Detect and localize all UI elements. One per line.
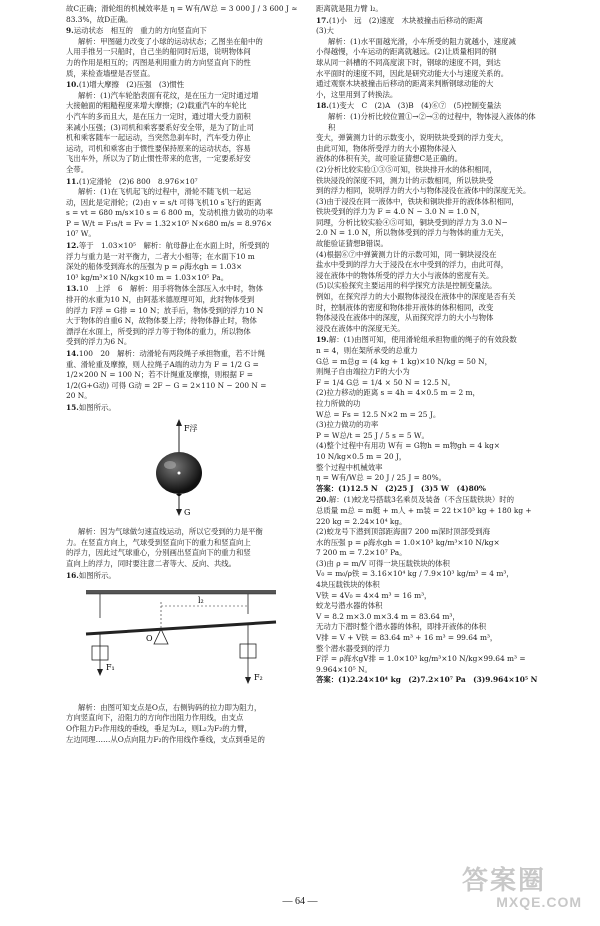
q12 xyxy=(66,241,308,283)
q17-analysis-line: 小得越慢，小车运动的距离就越远。(2)让质量相同的钢 xyxy=(316,47,497,57)
q18-analysis-line: 到的浮力相同，说明浮力的大小与物体浸没在液体中的深度无关。 xyxy=(316,186,531,196)
q10-analysis-line: 解析：(1)汽车轮胎表面有花纹，是在压力一定时通过增 xyxy=(78,90,259,100)
q18-analysis-line: 浸没在液体中的深度无关。 xyxy=(316,323,405,333)
q17-analysis-line: 小，这里用到了转换法。 xyxy=(316,89,398,99)
q16-number: 16. xyxy=(66,570,79,580)
q19-number: 19. xyxy=(316,335,329,345)
q18 xyxy=(316,101,542,334)
q18-analysis-line: 同理，分析比较实验④⑤可知，铜块受到的浮力为 3.0 N− xyxy=(316,217,508,227)
q14 xyxy=(66,349,308,402)
ceiling-bar xyxy=(86,590,276,594)
page-number: — 64 — xyxy=(282,896,318,907)
q17-analysis-line: 球从同一斜槽的不同高度滚下时，钢球的速度不同，到达 xyxy=(316,57,501,67)
q20-line: 4块压载铁块的体积 xyxy=(316,580,380,590)
q14-analysis-line: 1/2×200 N = 100 N；若不计绳重及摩擦，则根据 F = xyxy=(66,370,253,380)
q19-final-answer: 答案：(1)12.5 N (2)25 J (3)5 W (4)80% xyxy=(316,483,486,493)
q15-analysis-line: 的浮力，因此过气球重心，分别画出竖直向下的重力和竖 xyxy=(66,548,251,558)
watermark-url: MXQE.COM xyxy=(496,894,582,910)
q17-number: 17. xyxy=(316,15,329,25)
q19-line: (2)拉力移动的距离 s = 4h = 4×0.5 m = 2 m， xyxy=(316,388,480,398)
q10-analysis-line: 大接触面的粗糙程度来增大摩擦；(2)载重汽车的车轮比 xyxy=(66,101,247,111)
q11-analysis-line: 10⁷ W。 xyxy=(66,229,96,239)
q14-number: 14. xyxy=(66,349,79,358)
q14-analysis-line: 重、滑轮重及摩擦，则人拉绳子A端的动力为 F = 1/2 G = xyxy=(66,359,259,369)
q11-analysis-line: 解析：(1)在飞机起飞的过程中，滑轮不随飞机一起运 xyxy=(78,187,252,197)
q13-analysis-line: 漂浮在水面上，所受到的浮力等于物体的重力，所以物体 xyxy=(66,326,251,336)
q14-analysis-line: 20 N。 xyxy=(66,391,92,401)
q10-analysis-line: 运动，司机和乘客由于惯性要保持原来的运动状态，容易 xyxy=(66,143,251,153)
q10-analysis-line: 飞出车外，所以为了防止惯性带来的危害，一定要系好安 xyxy=(66,154,251,164)
watermark-text: 答案圈 xyxy=(462,865,547,895)
q19 xyxy=(316,335,542,494)
q20-line: 整个潜水器受到的浮力 xyxy=(316,643,390,653)
q19-line: 解：(1)由图可知，使用滑轮组承担物重的绳子的有效段数 xyxy=(328,335,517,345)
gravity-label: G xyxy=(184,507,191,517)
q15-analysis-line: 解析：因为气球做匀速直线运动，所以它受到的力是平衡 xyxy=(78,527,263,537)
q18-analysis-line: 浸在液体中的物体所受的浮力大小与液体的密度有关。 xyxy=(316,270,494,280)
q20-line: (2)蛟龙号下潜到顶部距海面7 200 m深时顶部受到海 xyxy=(316,527,491,537)
q16-analysis-line: 左边同理……从O点向阻力F₂的作用线作垂线，支点到垂足的 xyxy=(66,734,265,744)
f2-label: F₂ xyxy=(254,673,263,683)
q18-analysis-line: 物体浸没在液体中的深度，从而探究浮力的大小与物体 xyxy=(316,313,494,323)
q11-answer: (1)定滑轮 (2)6 800 8.976×10⁷ xyxy=(78,176,198,186)
q20-line: 水的压强 p = ρ海水gh = 1.0×10³ kg/m³×10 N/kg× xyxy=(316,537,500,547)
balloon-knot xyxy=(176,494,182,497)
q9-analysis-line: 人用手推另一只船时，自己坐的船同时后退，说明物体间 xyxy=(66,47,251,57)
f1-label: F₁ xyxy=(106,663,115,673)
left-column xyxy=(66,4,308,746)
q19-line: 则绳子自由端拉力F的大小为 xyxy=(316,367,410,377)
q14-analysis-line: 1/2(G+G动) 可得 G动 = 2F − G = 2×110 N − 200 N = xyxy=(66,380,267,390)
q9 xyxy=(66,26,308,79)
q19-line: W总 = Fs = 12.5 N×2 m = 25 J。 xyxy=(316,409,441,419)
q9-answer: 运动状态 相互的 重力的方向竖直向下 xyxy=(73,26,207,36)
q18-analysis-line: 变大，弹簧测力计的示数变小，说明铁块受到的浮力变大， xyxy=(316,133,509,143)
q18-answer: (1)变大 C (2)A (3)B (4)⑥⑦ (5)控制变量法 xyxy=(328,101,502,111)
q19-line: G总 = m总g = (4 kg + 1 kg)×10 N/kg = 50 N， xyxy=(316,356,493,366)
q16-analysis-line: 解析：由图可知支点是O点，右侧钩码的拉力即为阻力， xyxy=(78,702,262,712)
q19-line: η = W有/W总 = 20 J / 25 J = 80%。 xyxy=(316,473,447,483)
fulcrum xyxy=(154,629,168,644)
q16-tail-line: 距离就是阻力臂 l₂。 xyxy=(316,4,383,13)
q16-tail xyxy=(316,4,542,15)
q18-analysis-line: 时，控制液体的密度和物体排开液体的体积相同，改变 xyxy=(316,302,494,312)
q18-analysis-line: 2.0 N = 1.0 N，所以物体受到的浮力与物体的重力无关， xyxy=(316,228,509,238)
l2-label: l₂ xyxy=(198,596,204,606)
fulcrum-label: O xyxy=(146,634,153,644)
q16-answer: 如图所示。 xyxy=(78,570,116,580)
q15 xyxy=(66,403,308,570)
q11-analysis-line: P = W/t = F₁s/t = Fv = 1.32×10⁵ N×680 m/s = 8.976× xyxy=(66,218,273,228)
q10-analysis-line: 全带。 xyxy=(66,164,89,174)
q15-answer: 如图所示。 xyxy=(78,402,116,412)
q8-line: 故C正确；滑轮组的机械效率是 η = W有/W总 = 3 000 J / 3 600 J ≈ xyxy=(66,4,298,13)
q18-analysis-line: 解析：(1)分析比较位置①→②→③的过程中，物体浸入液体的体积 xyxy=(328,111,536,132)
q18-analysis-line: (2)分析比较实验①③⑤可知，铁块排开水的体积相同， xyxy=(316,164,497,174)
q18-analysis-line: 由此可知，物体所受浮力的大小跟物体浸入 xyxy=(316,143,457,153)
q18-analysis-line: (5)以实验探究主要运用的科学探究方法是控制变量法。 xyxy=(316,281,497,291)
q13-analysis-line: 排开的水重为10 N，由阿基米德原理可知，此时物体受到 xyxy=(66,295,255,305)
q17 xyxy=(316,16,542,101)
q20-line: 9.964×10⁵ N。 xyxy=(316,664,372,674)
q15-number: 15. xyxy=(66,402,79,412)
balloon-force-diagram xyxy=(66,417,308,521)
lever-figure xyxy=(66,584,308,700)
q19-line: 10 N/kg×0.5 m = 20 J， xyxy=(316,451,407,461)
lever-diagram xyxy=(66,584,308,696)
q18-number: 18. xyxy=(316,101,329,111)
q19-line: (4)整个过程中有用功 W有 = G物h = m物gh = 4 kg× xyxy=(316,441,501,451)
q17-analysis-line: (3)大 xyxy=(316,26,334,36)
q9-analysis-line: 质，来检查墙壁是否竖直。 xyxy=(66,68,155,78)
q16 xyxy=(66,571,308,746)
q18-analysis-line: 盐水中受到的浮力大于浸没在水中受到的浮力，由此可得， xyxy=(316,260,509,270)
q15-analysis-line: 直向上的浮力，同时要注意二者等大、反向、共线。 xyxy=(66,558,236,568)
q11-number: 11. xyxy=(66,176,79,186)
q12-answer: 等于 1.03×10⁵ xyxy=(78,241,137,251)
balloon-figure xyxy=(66,417,308,525)
q10-answer: (1)增大摩擦 (2)压强 (3)惯性 xyxy=(78,80,185,90)
q13 xyxy=(66,284,308,348)
q19-line: F = 1/4 G总 = 1/4 × 50 N = 12.5 N。 xyxy=(316,377,456,387)
q20-line: V铁 = 4V₀ = 4×4 m³ = 16 m³， xyxy=(316,590,432,600)
q19-line: 拉力所做的功 xyxy=(316,398,361,408)
q19-line: 整个过程中机械效率 xyxy=(316,462,383,472)
q13-analysis-line: 的浮力 F浮 = G排 = 10 N；放手后，物体受到的浮力10 N xyxy=(66,305,264,315)
q12-analysis-line: 10³ kg/m³×10 N/kg×10 m = 1.03×10⁵ Pa。 xyxy=(66,272,229,282)
balloon-highlight xyxy=(164,461,176,469)
q10 xyxy=(66,80,308,175)
buoyancy-arrowhead xyxy=(176,419,182,426)
q17-analysis-line: 通过观察木块被撞击后移动的距离来判断钢球动能的大 xyxy=(316,79,494,89)
q13-answer: 10 上浮 6 xyxy=(78,284,123,294)
q12-analysis-line: 解析：航母静止在水面上时，所受到的 xyxy=(143,241,270,251)
q18-analysis-line: 液体的体积有关，故可验证猜想C是正确的。 xyxy=(316,154,463,164)
q18-analysis-line: (4)根据⑥⑦中弹簧测力计的示数可知，同一铜块浸没在 xyxy=(316,249,497,259)
q16-analysis-line: O作阻力F₂作用线的垂线，垂足为L₂，则L₂为F₂的力臂， xyxy=(66,723,252,733)
q20-line: 无动力下潜时整个潜水器的体积，即排开液体的体积 xyxy=(316,622,486,632)
q9-number: 9. xyxy=(66,26,74,36)
q20-line: (3)由 ρ = m/V 可得一块压载铁块的体积 xyxy=(316,558,450,568)
gravity-arrowhead xyxy=(176,509,182,516)
q13-analysis-line: 受到的浮力为6 N。 xyxy=(66,337,132,347)
q8-line: 83.3%，故D正确。 xyxy=(66,14,133,24)
q11-analysis-line: 动，因此是定滑轮；(2)由 v = s/t 可得飞机10 s飞行的距离 xyxy=(66,197,262,207)
q20-line: V = 8.2 m×3.0 m×3.4 m = 83.64 m³， xyxy=(316,611,460,621)
watermark-logo xyxy=(462,866,582,920)
q20-line: 220 kg = 2.24×10⁴ kg。 xyxy=(316,516,407,526)
q20-line: V排 = V + V铁 = 83.64 m³ + 16 m³ = 99.64 m³， xyxy=(316,633,498,643)
q18-analysis-line: (3)由于浸没在同一液体中，铁块和铜块排开的液体体积相同， xyxy=(316,196,519,206)
buoyancy-label: F浮 xyxy=(184,423,198,433)
q17-analysis-line: 解析：(1)水平面越光滑，小车所受的阻力就越小，速度减 xyxy=(328,36,516,46)
q13-analysis-line: 大于物体的自重6 N，故物体要上浮；待物体静止时，物体 xyxy=(66,316,257,326)
q9-analysis-line: 力的作用是相互的；丙图是利用重力的方向竖直向下的性 xyxy=(66,57,251,67)
q20-line: F浮 = ρ海水gV排 = 1.0×10³ kg/m³×10 N/kg×99.64 m³ = xyxy=(316,654,526,664)
q16-analysis-line: 方向竖直向下，沿阻力的方向作出阻力作用线，由支点 xyxy=(66,713,244,723)
f1-arrowhead xyxy=(97,669,103,676)
q20-line: 总质量 m总 = m艇 + m人 + m装 = 22 t×10³ kg + 180 kg + xyxy=(316,505,532,515)
f2-arrowhead xyxy=(245,677,251,684)
q20-line: 蛟龙号潜水器的体积 xyxy=(316,601,383,611)
q12-analysis-line: 深处的船体受到海水的压强为 p = ρ海水gh = 1.03× xyxy=(66,262,243,272)
q10-analysis-line: 来减小压强；(3)司机和乘客要系好安全带，是为了防止司 xyxy=(66,122,254,132)
q17-analysis-line: 水平面时的速度不同，因此是研究动能大小与速度关系的。 xyxy=(316,68,509,78)
right-column xyxy=(316,4,542,687)
q18-analysis-line: 故能验证猜想B错误。 xyxy=(316,239,388,249)
q19-line: (3)拉力做功的功率 xyxy=(316,420,379,430)
q9-analysis-line: 解析：甲图磁力改变了小球的运动状态；乙图坐在船中的 xyxy=(78,36,263,46)
q18-analysis-line: 例如，在探究浮力的大小跟物体浸没在液体中的深度是否有关 xyxy=(316,292,516,302)
q20-line: V₀ = m₀/ρ铁 = 3.16×10⁴ kg / 7.9×10³ kg/m³ = 4 m³， xyxy=(316,569,514,579)
q13-number: 13. xyxy=(66,284,79,294)
q12-number: 12. xyxy=(66,241,79,251)
q20-final-answer: 答案：(1)2.24×10⁴ kg (2)7.2×10⁷ Pa (3)9.964×10⁵ N xyxy=(316,675,538,685)
q11-analysis-line: s = vt = 680 m/s×10 s = 6 800 m，发动机推力做功的功率 xyxy=(66,208,273,218)
q20-line: 解：(1)蛟龙号搭载3名乘员及装备（不含压载铁块）时的 xyxy=(328,495,515,505)
q8-tail xyxy=(66,4,308,25)
q14-analysis-line: 解析：动滑轮有两段绳子承担物重，若不计绳 xyxy=(117,349,265,358)
q14-answer: 100 20 xyxy=(78,349,110,358)
q12-analysis-line: 浮力与重力是一对平衡力，二者大小相等；在水面下10 m xyxy=(66,251,255,261)
q10-number: 10. xyxy=(66,80,79,90)
q20 xyxy=(316,495,542,686)
lever-bar xyxy=(86,622,276,634)
q18-analysis-line: 铁块受到的浮力为 F = 4.0 N − 3.0 N = 1.0 N， xyxy=(316,207,485,217)
q20-number: 20. xyxy=(316,495,329,505)
balloon-center xyxy=(178,471,181,474)
q10-analysis-line: 小汽车的多而且大，是在压力一定时，通过增大受力面积 xyxy=(66,111,251,121)
q18-analysis-line: 铁块浸没的深度不同，测力计的示数相同，所以铁块受 xyxy=(316,175,494,185)
q10-analysis-line: 机和乘客随车一起运动，当突然急刹车时，汽车受力停止 xyxy=(66,133,251,143)
q15-analysis-line: 力。在竖直方向上，气球受到竖直向下的重力和竖直向上 xyxy=(66,537,251,547)
q20-line: 7 200 m = 7.2×10⁷ Pa。 xyxy=(316,548,407,558)
q13-analysis-line: 解析：用手将物体全部压入水中时，物体 xyxy=(129,284,263,294)
q11 xyxy=(66,177,308,241)
q19-line: P = W总/t = 25 J / 5 s = 5 W。 xyxy=(316,430,429,440)
q19-line: n = 4，则在架所承受的总重力 xyxy=(316,346,418,355)
q17-answer: (1)小 远 (2)速度 木块被撞击后移动的距离 xyxy=(328,15,483,25)
